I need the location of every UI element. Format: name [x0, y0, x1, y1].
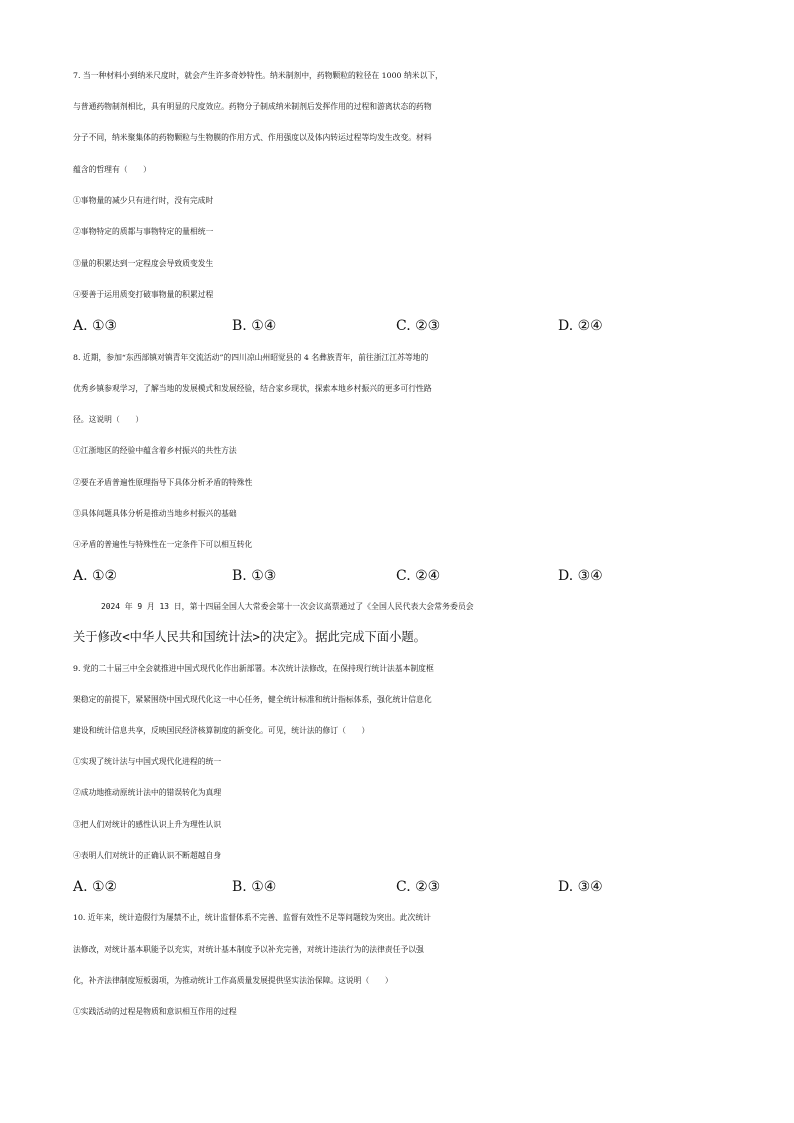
- q8-item: ④矛盾的普遍性与特殊性在一定条件下可以相互转化: [73, 540, 253, 549]
- q9-item: ④表明人们对统计的正确认识不断超越自身: [73, 851, 222, 860]
- q7-option-a: A. ①③: [73, 318, 118, 334]
- q7-item: ③量的积累达到一定程度会导致质变发生: [73, 259, 214, 268]
- q8-stem-line: 8. 近期，参加“东西部镇对镇青年交流活动”的四川凉山州昭觉县的 4 名彝族青年，前往浙江江苏等地的: [73, 353, 429, 362]
- q8-stem-line: 优秀乡镇参观学习，了解当地的发展模式和发展经验，结合家乡现状，探索本地乡村振兴的更多可行性路: [73, 384, 432, 393]
- q9-stem-line: 建设和统计信息共享，反映国民经济核算制度的新变化。可见，统计法的修订（ ）: [73, 726, 370, 735]
- q7-option-c: C. ②③: [396, 318, 441, 334]
- q10-stem-line: 10. 近年来，统计造假行为屡禁不止，统计监督体系不完善、监督有效性不足等问题较为突出。此次统计: [73, 913, 431, 922]
- q9-option-b: B. ①④: [232, 879, 277, 895]
- q7-item: ②事物特定的质都与事物特定的量相统一: [73, 227, 214, 236]
- q9-stem-line: 9. 党的二十届三中全会就推进中国式现代化作出新部署。本次统计法修改，在保持现行统计法基本制度框: [73, 664, 434, 673]
- q7-stem-line: 蕴含的哲理有（ ）: [73, 165, 151, 174]
- q8-item: ①江浙地区的经验中蕴含着乡村振兴的共性方法: [73, 446, 237, 455]
- q9-stem-line: 架稳定的前提下，紧紧围绕中国式现代化这一中心任务，健全统计标准和统计指标体系，强化统计信息化: [73, 695, 432, 704]
- q7-option-b: B. ①④: [232, 318, 277, 334]
- q7-stem-line: 分子不同，纳米聚集体的药物颗粒与生物膜的作用方式、作用强度以及体内转运过程等均发生改变。材料: [73, 133, 432, 142]
- q9-item: ①实现了统计法与中国式现代化进程的统一: [73, 757, 222, 766]
- q9-option-c: C. ②③: [396, 879, 441, 895]
- q8-item: ②要在矛盾普遍性原理指导下具体分析矛盾的特殊性: [73, 478, 253, 487]
- material-line: 关于修改<中华人民共和国统计法>的决定》。据此完成下面小题。: [73, 630, 426, 644]
- q7-item: ①事物量的减少只有进行时，没有完成时: [73, 196, 214, 205]
- q8-option-b: B. ①③: [232, 568, 277, 584]
- q7-option-d: D. ②④: [558, 318, 603, 334]
- material-line: 2024 年 9 月 13 日，第十四届全国人大常委会第十一次会议高票通过了《全国人民代表大会常务委员会: [101, 602, 474, 611]
- q9-option-d: D. ③④: [558, 879, 603, 895]
- q10-stem-line: 化，补齐法律制度短板弱项，为推动统计工作高质量发展提供坚实法治保障。这说明（ ）: [73, 976, 393, 985]
- q10-stem-line: 法修改，对统计基本职能予以充实，对统计基本制度予以补充完善，对统计违法行为的法律责任予以强: [73, 945, 424, 954]
- q8-stem-line: 径。这说明（ ）: [73, 415, 144, 424]
- q8-option-d: D. ③④: [558, 568, 603, 584]
- q9-item: ③把人们对统计的感性认识上升为理性认识: [73, 820, 222, 829]
- q8-option-c: C. ②④: [396, 568, 441, 584]
- q10-item: ①实践活动的过程是物质和意识相互作用的过程: [73, 1007, 237, 1016]
- q9-item: ②成功地推动原统计法中的错误转化为真理: [73, 788, 222, 797]
- q7-item: ④要善于运用质变打破事物量的积累过程: [73, 290, 214, 299]
- q7-stem-line: 与普通药物制剂相比，具有明显的尺度效应。药物分子制成纳米制剂后发挥作用的过程和游离状态的药物: [73, 102, 432, 111]
- q8-option-a: A. ①②: [73, 568, 118, 584]
- q8-item: ③具体问题具体分析是推动当地乡村振兴的基础: [73, 509, 237, 518]
- q7-stem-line: 7. 当一种材料小到纳米尺度时，就会产生许多奇妙特性。纳米制剂中，药物颗粒的粒径在 1000 纳米以下，: [73, 71, 443, 80]
- q9-option-a: A. ①②: [73, 879, 118, 895]
